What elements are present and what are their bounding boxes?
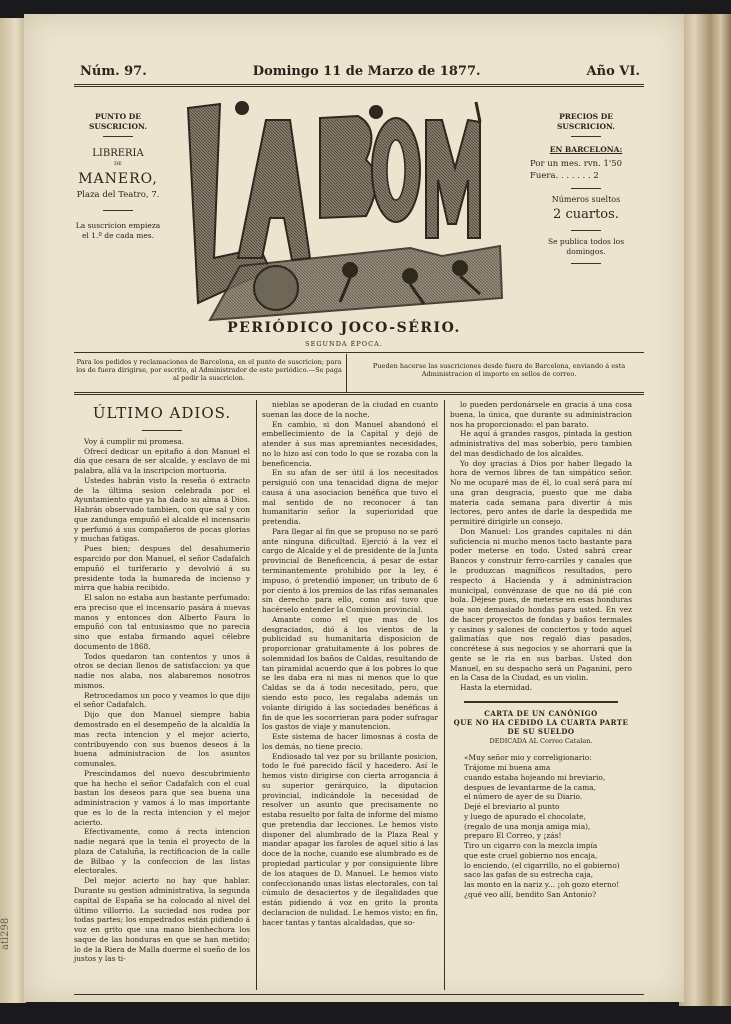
article-paragraph: Ustedes habrán visto la reseña ó extracto de la última sesion celebrada por el Ayuntamiento que ya ha dado su alma á Dios. Habrán observado tambien, con que sal y con que zandunga empuñó el alcalde el incensario y perfumó á sus compañeros de pocas glorias y muchas fatigas. [74,475,250,544]
poem-line: las monto en la nariz y... ¡oh gozo eterno! [464,880,620,890]
article-paragraph: Este sistema de hacer limosnas á costa de los demás, no tiene precio. [262,732,438,751]
shop-label: LIBRERIA [92,148,144,160]
carta-rule [464,701,618,703]
poem-line: «Muy señor mio y correligionario: [464,753,592,763]
article-paragraph: Ofrecí dedicar un epitafio á don Manuel el día que cesara de ser alcalde, y esclavo de mi palabra, allá va la inscripcion mortuoria. [74,446,250,476]
article-paragraph: Retrocedamos un poco y veamos lo que dijo el señor Cadafalch. [74,690,250,710]
carta-poem [450,753,632,899]
loose-copies-label: Números sueltos [551,195,621,205]
article-paragraph: Yo doy gracias á Dios por haber llegado la hora de vernos libres de tan simpático señor. No me ocuparé mas de él, lo cual será para mí una gran desgracia, puesto que me daba materia cada semana para divertir á mis lectores, pero antes de darle la despedida me permitiré dirigirle un consejo. [450,458,632,527]
carta-subtitle: QUE NO HA CEDIDO LA CUARTA PARTE DE SU SUELDO [453,718,629,737]
shop-name: MANERO, [78,170,158,187]
article-paragraph: Voy á cumplir mi promesa. [84,436,185,446]
poem-line: preparo El Correo, y ¡zás! [464,831,562,841]
article-paragraph: Don Manuel: Los grandes capitales ni dán suficiencia ni mucho menos tacto bastante para poder meterse en todo. Usted sabrá crear Bancos y construir ferro-carriles y canales que le produzcan magníficos resultados, pero respecto á Hacienda y á administracion municipal, convénzase de que no dá pié con bola. Déjese pues, de meterse en esas honduras que son demasiado hondas para usted. En vez de hacer proyectos de fondas y baños termales y casinos y salones de conciertos y todo aquel galimatías que nos regaló dias pasados, concrétese á sus negocios y se ahorrará que la gente se le ria en sus barbas. Usted don Manuel, en su despacho será un Paganini, pero en la Casa de la Ciudad, es un violin. [450,526,632,683]
article-paragraph: En su afan de ser útil á los necesitados persiguió con una tenacidad digna de mejor causa á una asociacion benéfica que tuvo el mal sentido de no reconocer á tan humanitario señor la superioridad que pretendia. [262,468,438,527]
price-city: EN BARCELONA: [549,145,623,155]
carta-dedication: DEDICADA AL Correo Catalan. [489,736,593,745]
article-paragraph: En cambio, si don Manuel abandonó el embellecimiento de la Capital y dejó de atender á sus mas apremiantes necesidades, no lo hizo así con todo lo que se rozaba con la beneficencia. [262,419,438,468]
loose-copies-price: 2 cuartos. [553,207,619,223]
margin-stamp: atl298 [0,917,11,950]
article-paragraph: Efectivamente, como á recta intencion nadie negará que la tenia el proyecto de la plaza de Cataluña, la rectificacion de la calle de Bilbao y la confeccion de las listas electorales. [74,827,250,876]
header-rule [74,84,644,87]
notice-divider [346,354,347,392]
publication-note-1: Se publica todos los [547,236,625,246]
article-paragraph: lo pueden perdonársele en gracia á una cosa buena, la única, que durante su administracion nos ha proporcionado: el pan barato. [450,400,632,429]
left-info-box [70,112,166,241]
price-outside: Fuera. . . . . . . 2 [530,170,599,181]
article-paragraph: Del mejor acierto no hay que hablar. Durante su gestion administrativa, la segunda capital de España se ha colocado al nivel del último villorrio. La suciedad nos rodea por todas partes; los empedrados están pidiendo á voz en grito que una mano bienhechora los saque de las honduras en que se han metido; lo de la Riera de Malla duerme el sueño de los justos y las ti- [74,876,250,964]
article-paragraph: nieblas se apoderan de la ciudad en cuanto suenan las doce de la noche. [262,400,438,419]
article-paragraph: Hasta la eternidad. [460,683,533,693]
column-1 [74,400,250,992]
article-paragraph: Amante como el que mas de los desgraciados, dió á los vientos de la publicidad su humanitaria disposicion de proporcionar gratuitamente á los pobres de solemnidad los baños de Caldas, resultando de tan piramidal acuerdo que á los pobres lo que se les daba era ni mas ni menos que lo que Caldas se da á todo necesitado, pero, que siendo esto poco, les regalaba además un volante dirigido á las sociedades benéficas á fin de que les socorrieran para poder sufragar los gastos de viaje y manutencion. [262,614,438,732]
poem-line: el número de ayer de su Diario. [464,792,583,802]
notice-rule-bottom [74,392,644,395]
article-paragraph: He aquí á grandes rasgos, pintada la gestion administrativa del mas soberbio, pero tambien del mas desdichado de los alcaldes. [450,429,632,458]
poem-line: ¿qué veo allí, bendito San Antonio? [464,889,597,899]
notice-left: Para los pedidos y reclamaciones de Barcelona, en el punto de suscricion; para los de fuera dirigirse, por escrito, al Administrador de este periódico.—Se paga al pedir la suscricion. [76,358,342,383]
right-info-box [530,112,642,264]
notice-rule-top [74,352,644,353]
notice-right: Pueden hacerse las suscriciones desde fuera de Barcelona, enviando á esta Administracion el importe en sellos de correo. [372,362,626,379]
issue-year: Año VI. [586,64,640,79]
poem-line: cuando estaba hojeando mi breviario, [464,772,606,782]
paper-subtitle: PERIÓDICO JOCO-SÉRIO. [227,320,461,336]
poem-line: Dejé el breviario al punto [464,802,560,812]
article-paragraph: Dijo que don Manuel siempre habia demostrado en el desempeño de la alcaldía la mas recta intencion y el mejor acierto, contribuyendo con sus buenos deseos á la buena administracion de los asuntos comunales. [74,710,250,769]
poem-line: despues de levantarme de la cama, [464,782,596,792]
poem-line: Tiro un cigarro con la mezcla impía [464,841,598,851]
column-2 [262,400,438,992]
carta-title: CARTA DE UN CANÓNIGO [484,708,598,718]
right-heading: PRECIOS DE SUSCRICION. [556,112,616,132]
logo-artwork [180,98,510,324]
article-paragraph: Prescindamos del nuevo descubrimiento que ha hecho el señor Cadafalch con el cual bastan los deseos para que sea buena una administracion y vamos á lo mas importante que es lo de la recta intencion y el mejor acierto. [74,768,250,827]
poem-line: que este cruel gobierno nos encaja, [464,850,598,860]
la-bomba-logo [180,98,510,324]
article-title: ÚLTIMO ADIOS. [92,404,232,422]
book-spine [0,18,26,1003]
article-paragraph: El salon no estaba aun bastante perfumado: era preciso que el incensario pasára á nuevas manos y entonces don Alberto Faura lo empuñó con tal entusiasmo que no parecia sino que estaba firmando aquel célebre documento de 1868. [74,593,250,651]
column-divider-2 [444,400,445,990]
issue-number: Núm. 97. [80,64,147,79]
newspaper-page [24,14,684,1002]
footer-rule [74,994,644,995]
poem-line: y luego de apurado el chocolate, [464,811,586,821]
article-paragraph: Todos quedaron tan contentos y unos á otros se decian llenos de satisfaccion: ya que nadie nos alaba, nos alabaremos nosotros mismos. [74,651,250,690]
masthead-header [80,64,640,79]
article-paragraph: Para llegar al fin que se propuso no se paró ante ninguna dificultad. Ejerció á la vez el cargo de Alcalde y el de presidente de la Junta provincial de Beneficencia, á pesar de estar terminantemente prohibido por la ley, é impuso, ó pretendió imponer, un tributo de 6 por ciento á los premios de las rifas semanales sin derecho para ello, como así tuvo que hacérselo entender la Comision provincial. [262,526,438,615]
poem-line: (regalo de una monja amiga mia), [464,821,591,831]
page-edges [679,14,731,1006]
price-month: Por un mes. rvn. 1'50 [530,159,623,170]
issue-date: Domingo 11 de Marzo de 1877. [252,64,481,79]
poem-line: Trájome mi buena ama [464,763,551,773]
shop-address: Plaza del Teatro, 7. [76,190,160,201]
column-divider-1 [256,400,257,990]
poem-line: lo enciendo, (el cigarrillo, no el gobierno) [464,860,620,870]
subscription-note-1: La suscricion empieza [75,220,161,230]
publication-note-2: domingos. [566,246,606,256]
poem-line: saco las gafas de su estrecha caja, [464,870,594,880]
article-paragraph: Pues bien; despues del desahumerio esparcido por don Manuel, el señor Cadafalch empuñó el turiferario y devolvió á su presidente toda la humareda de incienso y mirra que habia recibido. [74,544,250,593]
paper-epoch: SEGUNDA ÉPOCA. [305,340,383,348]
shop-de: DE [114,160,122,167]
left-heading: PUNTO DE SUSCRICION. [88,112,148,132]
subscription-note-2: el 1.º de cada mes. [81,230,155,240]
column-3 [450,400,632,992]
article-paragraph: Endiosado tal vez por su brillante posicion, todo le fué parecido fácil y hacedero. Así le hemos visto dirigirse con cierta arrogancia á su superior gerárquico, la diputacion provincial, indicándole la necesidad de resolver un asunto que precisamente no estaba resuelto por falta de informe del mismo que pretendia dar lecciones. Le hemos visto disponer del alumbrado de la Plaza Real y mandar apagar los faroles de aquel sitio á las doce de la noche, cuando ese alumbrado es de propiedad particular y por consiguiente libre de los ataques de D. Manuel. Le hemos visto confeccionando unas listas electorales, con tal cúmulo de desaciertos y de ilegalidades que están pidiendo á voz en grito la pronta declaracion de nulidad. Le hemos visto; en fin, hacer tantas y tantas alcaldadas, que so- [262,751,438,927]
